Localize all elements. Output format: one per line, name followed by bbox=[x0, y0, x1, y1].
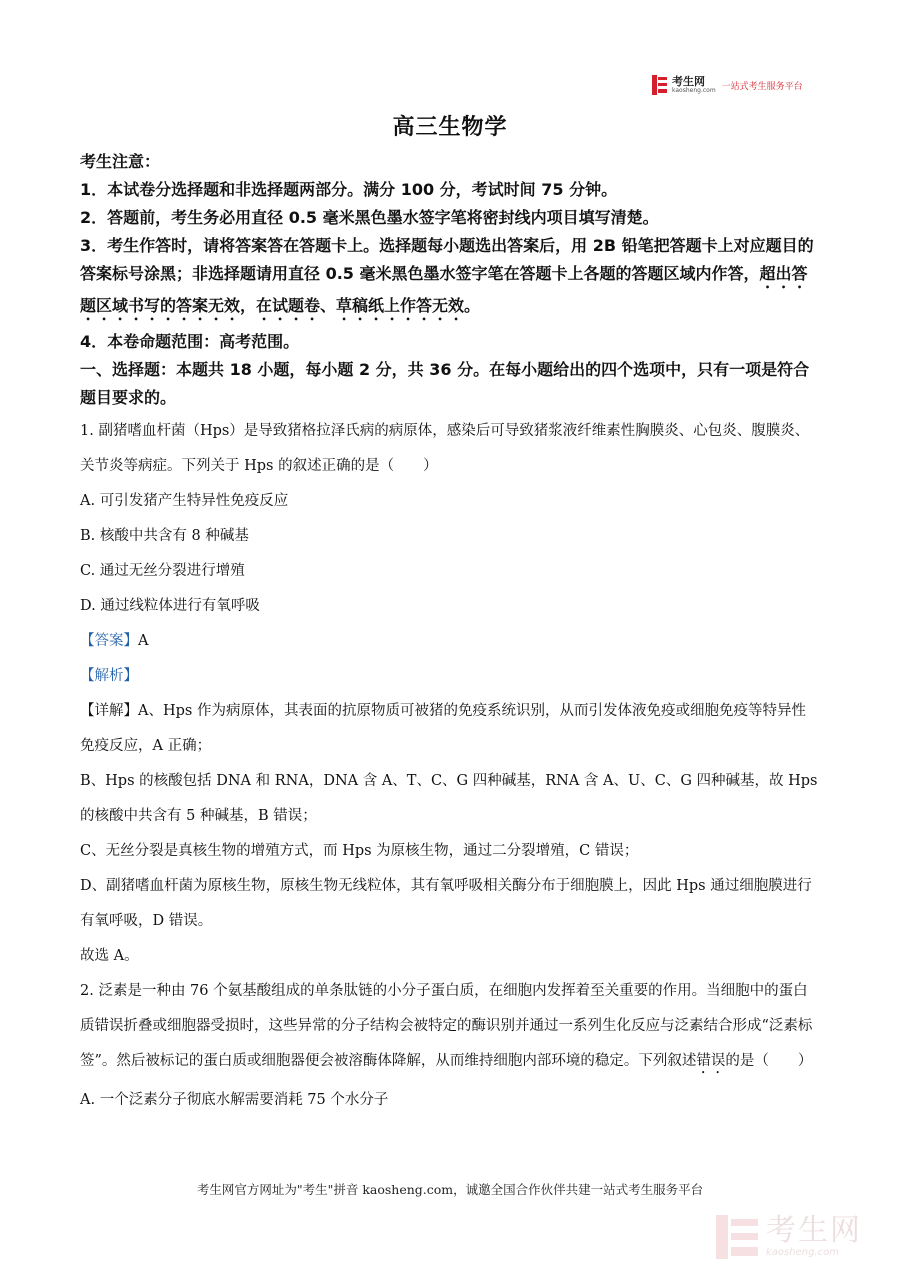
answer-tag: 【答案】 bbox=[80, 633, 138, 649]
question-2-stem-end: 的是（ ） bbox=[725, 1053, 813, 1069]
notice-item-4: 4．本卷命题范围：高考范围。 bbox=[80, 332, 300, 351]
detail-paragraph: C、无丝分裂是真核生物的增殖方式，而 Hps 为原核生物，通过二分裂增殖，C 错误； bbox=[80, 843, 639, 859]
question-2-emphasis: 错误 bbox=[696, 1053, 726, 1069]
section-heading: 一、选择题：本题共 18 小题，每小题 2 分，共 36 分。在每小题给出的四个选项中，只有一项是符合题目要求的。 bbox=[80, 360, 810, 407]
notice-item-3-emphasis: 超出答题区域书写的答案无效，在试题卷、草稿纸上作答无效 bbox=[80, 264, 808, 315]
question-1-option-b: B. 核酸中共含有 8 种碱基 bbox=[80, 528, 249, 544]
watermark-logo-icon bbox=[716, 1215, 760, 1259]
question-1-option-c: C. 通过无丝分裂进行增殖 bbox=[80, 563, 245, 579]
notice-item-3-text: 3．考生作答时，请将答案答在答题卡上。选择题每小题选出答案后，用 2B 铅笔把答题卡上对应题目的答案标号涂黑；非选择题请用直径 0.5 毫米黑色墨水签字笔在答题卡上各题的答题区域内作答， bbox=[80, 236, 814, 283]
question-1-answer bbox=[80, 624, 820, 659]
brand-logo bbox=[652, 72, 822, 98]
question-1-option-d: D. 通过线粒体进行有氧呼吸 bbox=[80, 598, 260, 614]
logo-slogan: 一站式考生服务平台 bbox=[721, 81, 803, 92]
answer-value: A bbox=[138, 633, 149, 649]
page-title: 高三生物学 bbox=[392, 115, 508, 140]
notice-heading: 考生注意： bbox=[80, 152, 161, 171]
question-2-stem-text: 2. 泛素是一种由 76 个氨基酸组成的单条肽链的小分子蛋白质，在细胞内发挥着至关重要的作用。当细胞中的蛋白质错误折叠或细胞器受损时，这些异常的分子结构会被特定的酶识别并通过一系列生化反应与泛素结合形成“泛素标签”。然后被标记的蛋白质或细胞器便会被溶酶体降解，从而维持细胞内部环境的稳定。下列叙述 bbox=[80, 983, 813, 1069]
notice-item-3-end: 。 bbox=[464, 296, 481, 315]
detail-conclusion: 故选 A。 bbox=[80, 948, 139, 964]
kaosheng-logo-icon bbox=[652, 75, 668, 95]
watermark-name: 考生网 bbox=[766, 1213, 862, 1248]
question-1-stem: 1. 副猪嗜血杆菌（Hps）是导致猪格拉泽氏病的病原体，感染后可导致猪浆液纤维素性胸膜炎、心包炎、腹膜炎、关节炎等病症。下列关于 Hps 的叙述正确的是（ ） bbox=[80, 423, 810, 474]
watermark-url: kaosheng.com bbox=[766, 1247, 839, 1258]
notice-item-2: 2．答题前，考生务必用直径 0.5 毫米黑色墨水签字笔将密封线内项目填写清楚。 bbox=[80, 208, 659, 227]
detail-paragraph: B、Hps 的核酸包括 DNA 和 RNA，DNA 含 A、T、C、G 四种碱基，RNA 含 A、U、C、G 四种碱基，故 Hps 的核酸中共含有 5 种碱基，B 错误； bbox=[80, 773, 818, 824]
analysis-tag: 【解析】 bbox=[80, 668, 138, 684]
notice-item-1: 1．本试卷分选择题和非选择题两部分。满分 100 分，考试时间 75 分钟。 bbox=[80, 180, 618, 199]
logo-url: kaosheng.com bbox=[672, 87, 716, 94]
question-1-option-a: A. 可引发猪产生特异性免疫反应 bbox=[80, 493, 289, 509]
notice-item-3 bbox=[80, 232, 820, 324]
detail-paragraph: 【详解】A、Hps 作为病原体，其表面的抗原物质可被猪的免疫系统识别，从而引发体液免疫或细胞免疫等特异性免疫反应，A 正确； bbox=[80, 703, 806, 754]
exam-content bbox=[80, 148, 820, 1118]
question-2-option-a: A. 一个泛素分子彻底水解需要消耗 75 个水分子 bbox=[80, 1092, 389, 1108]
page-footer: 考生网官方网址为"考生"拼音 kaosheng.com，诚邀全国合作伙伴共建一站式考生服务平台 bbox=[196, 1182, 704, 1197]
logo-name: 考生网 bbox=[672, 75, 705, 88]
watermark bbox=[716, 1212, 886, 1262]
question-2-stem bbox=[80, 974, 820, 1079]
detail-paragraph: D、副猪嗜血杆菌为原核生物，原核生物无线粒体，其有氧呼吸相关酶分布于细胞膜上，因此 Hps 通过细胞膜进行有氧呼吸，D 错误。 bbox=[80, 878, 812, 929]
